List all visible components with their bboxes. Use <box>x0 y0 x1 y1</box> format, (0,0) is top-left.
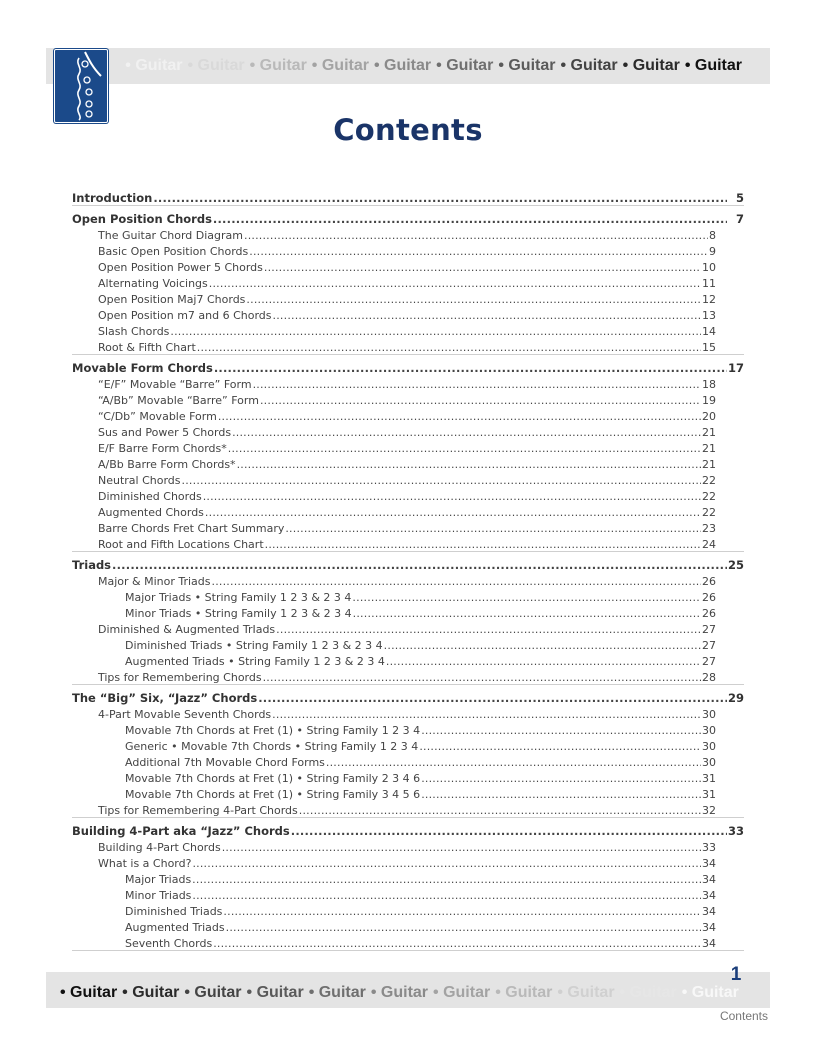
toc-subentry[interactable] <box>72 455 744 471</box>
toc-entry-title: Root & Fifth Chart <box>98 341 196 354</box>
toc-subentry[interactable] <box>72 934 744 950</box>
toc-entry-title: Alternating Voicings <box>98 277 208 290</box>
toc-entry-page: 19 <box>702 394 716 407</box>
guitar-word: • Guitar <box>184 984 242 1001</box>
toc-subentry[interactable] <box>72 306 744 322</box>
toc-entry-title: Root and Fifth Locations Chart <box>98 538 264 551</box>
dot-leader <box>253 378 701 391</box>
dot-leader <box>213 937 701 950</box>
toc-subentry[interactable] <box>72 902 744 918</box>
toc-chapter-entry[interactable] <box>72 358 744 375</box>
dot-leader <box>285 522 701 535</box>
toc-entry-page: 14 <box>702 325 716 338</box>
toc-entry-title: Open Position m7 and 6 Chords <box>98 309 272 322</box>
toc-entry-title: “E/F” Movable “Barre” Form <box>98 378 252 391</box>
guitar-word: • Guitar <box>560 57 618 74</box>
toc-entry-title: Diminished Triads <box>125 905 223 918</box>
guitar-word: • Guitar <box>495 984 553 1001</box>
guitar-word: • Guitar <box>187 57 245 74</box>
toc-entry-page: 27 <box>702 655 716 668</box>
toc-subentry[interactable] <box>72 886 744 902</box>
toc-entry-title: Open Position Chords <box>72 212 212 226</box>
toc-entry-title: Major & Minor Triads <box>98 575 211 588</box>
toc-entry-page: 21 <box>702 442 716 455</box>
dot-leader <box>232 426 701 439</box>
guitar-word: • Guitar <box>622 57 680 74</box>
toc-entry-title: Minor Triads • String Family 1 2 3 & 2 3 4 <box>125 607 352 620</box>
dot-leader <box>213 213 727 226</box>
toc-entry-page: 17 <box>728 361 745 375</box>
toc-entry-title: Open Position Maj7 Chords <box>98 293 246 306</box>
toc-entry-title: Diminished Chords <box>98 490 202 503</box>
toc-entry-title: What is a Chord? <box>98 857 192 870</box>
dot-leader <box>192 857 701 870</box>
toc-entry-page: 33 <box>702 841 716 854</box>
toc-subentry[interactable] <box>72 258 744 274</box>
dot-leader <box>223 905 701 918</box>
toc-entry-title: Diminished & Augmented TrIads <box>98 623 276 636</box>
toc-entry-title: Augmented Triads • String Family 1 2 3 & 2 3 4 <box>125 655 385 668</box>
toc-subentry[interactable] <box>72 652 744 668</box>
toc-entry-title: Open Position Power 5 Chords <box>98 261 263 274</box>
guitar-word: • Guitar <box>681 984 739 1001</box>
toc-chapter-entry[interactable] <box>72 688 744 705</box>
toc-section <box>72 555 744 685</box>
toc-subentry[interactable] <box>72 322 744 338</box>
dot-leader <box>182 474 701 487</box>
dot-leader <box>203 490 701 503</box>
dot-leader <box>352 591 701 604</box>
toc-chapter-entry[interactable] <box>72 209 744 226</box>
toc-entry-page: 34 <box>702 889 716 902</box>
dot-leader <box>218 410 701 423</box>
toc-entry-page: 32 <box>702 804 716 817</box>
toc-subentry[interactable] <box>72 737 744 753</box>
toc-section <box>72 188 744 206</box>
toc-entry-page: 34 <box>702 905 716 918</box>
toc-entry-page: 34 <box>702 873 716 886</box>
dot-leader <box>205 506 701 519</box>
toc-entry-page: 5 <box>735 191 744 205</box>
guitar-word: • Guitar <box>373 57 432 74</box>
dot-leader <box>419 740 701 753</box>
toc-subentry[interactable] <box>72 705 744 721</box>
dot-leader <box>153 192 727 205</box>
dot-leader <box>226 921 701 934</box>
page-number: 1 <box>730 964 742 985</box>
dot-leader <box>112 559 727 572</box>
toc-chapter-entry[interactable] <box>72 821 744 838</box>
toc-entry-page: 26 <box>702 575 716 588</box>
guitar-word: • Guitar <box>557 984 615 1001</box>
dot-leader <box>214 362 727 375</box>
toc-entry-page: 21 <box>702 458 716 471</box>
toc-entry-title: Tips for Remembering Chords <box>98 671 262 684</box>
dot-leader <box>272 708 701 721</box>
toc-entry-page: 22 <box>702 506 716 519</box>
toc-subentry[interactable] <box>72 918 744 934</box>
dot-leader <box>421 724 701 737</box>
toc-subentry[interactable] <box>72 854 744 870</box>
dot-leader <box>192 889 701 902</box>
toc-subentry[interactable] <box>72 391 744 407</box>
dot-leader <box>291 825 727 838</box>
toc-entry-page: 30 <box>702 740 716 753</box>
dot-leader <box>421 772 701 785</box>
toc-section <box>72 688 744 818</box>
toc-entry-page: 23 <box>702 522 716 535</box>
toc-entry-page: 31 <box>702 788 716 801</box>
toc-subentry[interactable] <box>72 226 744 242</box>
dot-leader <box>249 245 708 258</box>
dot-leader <box>386 655 701 668</box>
toc-subentry[interactable] <box>72 769 744 785</box>
toc-subentry[interactable] <box>72 471 744 487</box>
toc-entry-title: 4-Part Movable Seventh Chords <box>98 708 272 721</box>
toc-entry-title: Slash Chords <box>98 325 170 338</box>
toc-subentry[interactable] <box>72 604 744 620</box>
toc-entry-title: Generic • Movable 7th Chords • String Family 1 2 3 4 <box>125 740 419 753</box>
footer-section-label: Contents <box>719 1009 768 1023</box>
dot-leader <box>228 442 701 455</box>
guitar-word: • Guitar <box>308 984 366 1001</box>
dot-leader <box>209 277 701 290</box>
toc-entry-title: “C/Db” Movable Form <box>98 410 217 423</box>
toc-entry-page: 20 <box>702 410 716 423</box>
toc-subentry[interactable] <box>72 753 744 769</box>
toc-entry-title: Diminished Triads • String Family 1 2 3 & 2 3 4 <box>125 639 383 652</box>
guitar-word: • Guitar <box>249 57 307 74</box>
toc-subentry[interactable] <box>72 407 744 423</box>
toc-entry-page: 27 <box>702 639 716 652</box>
toc-entry-page: 22 <box>702 490 716 503</box>
dot-leader <box>212 575 701 588</box>
toc-subentry[interactable] <box>72 503 744 519</box>
toc-subentry[interactable] <box>72 487 744 503</box>
toc-entry-page: 34 <box>702 937 716 950</box>
toc-entry-title: Building 4-Part aka “Jazz” Chords <box>72 824 290 838</box>
toc-entry-page: 26 <box>702 607 716 620</box>
footer-guitar-banner <box>60 972 739 1014</box>
toc-entry-page: 31 <box>702 772 716 785</box>
toc-entry-page: 9 <box>709 245 716 258</box>
toc-entry-page: 24 <box>702 538 716 551</box>
toc-entry-page: 26 <box>702 591 716 604</box>
toc-entry-title: Introduction <box>72 191 153 205</box>
toc-subentry[interactable] <box>72 636 744 652</box>
dot-leader <box>192 873 701 886</box>
toc-entry-page: 22 <box>702 474 716 487</box>
dot-leader <box>260 394 701 407</box>
toc-subentry[interactable] <box>72 423 744 439</box>
toc-entry-page: 18 <box>702 378 716 391</box>
toc-entry-title: Barre Chords Fret Chart Summary <box>98 522 285 535</box>
toc-chapter-entry[interactable] <box>72 555 744 572</box>
toc-subentry[interactable] <box>72 721 744 737</box>
toc-entry-title: Sus and Power 5 Chords <box>98 426 232 439</box>
dot-leader <box>276 623 701 636</box>
dot-leader <box>258 692 727 705</box>
toc-entry-page: 13 <box>702 309 716 322</box>
dot-leader <box>273 309 701 322</box>
toc-subentry[interactable] <box>72 870 744 886</box>
dot-leader <box>222 841 701 854</box>
toc-entry-title: Augmented Chords <box>98 506 204 519</box>
toc-entry-page: 8 <box>709 229 716 242</box>
guitar-word: • Guitar <box>122 984 180 1001</box>
toc-subentry[interactable] <box>72 519 744 535</box>
dot-leader <box>244 229 708 242</box>
toc-entry-page: 25 <box>728 558 745 572</box>
toc-section <box>72 358 744 552</box>
toc-entry-page: 21 <box>702 426 716 439</box>
toc-subentry[interactable] <box>72 785 744 801</box>
dot-leader <box>246 293 701 306</box>
toc-entry-title: Basic Open Position Chords <box>98 245 249 258</box>
toc-entry-title: “A/Bb” Movable “Barre” Form <box>98 394 259 407</box>
toc-entry-page: 30 <box>702 756 716 769</box>
toc-subentry[interactable] <box>72 668 744 684</box>
toc-subentry[interactable] <box>72 535 744 551</box>
dot-leader <box>264 261 701 274</box>
dot-leader <box>237 458 701 471</box>
toc-entry-title: The Guitar Chord Diagram <box>98 229 243 242</box>
dot-leader <box>326 756 701 769</box>
toc-subentry[interactable] <box>72 375 744 391</box>
guitar-word: • Guitar <box>125 57 183 74</box>
toc-entry-title: Movable 7th Chords at Fret (1) • String Family 3 4 5 6 <box>125 788 421 801</box>
toc-entry-page: 29 <box>728 691 745 705</box>
toc-chapter-entry[interactable] <box>72 188 744 205</box>
toc-entry-page: 27 <box>702 623 716 636</box>
dot-leader <box>353 607 701 620</box>
guitar-word: • Guitar <box>60 984 118 1001</box>
toc-entry-page: 28 <box>702 671 716 684</box>
toc-entry-title: Tips for Remembering 4-Part Chords <box>98 804 298 817</box>
toc-entry-title: Building 4-Part Chords <box>98 841 221 854</box>
toc-subentry[interactable] <box>72 620 744 636</box>
toc-subentry[interactable] <box>72 439 744 455</box>
toc-entry-page: 34 <box>702 921 716 934</box>
toc-entry-page: 34 <box>702 857 716 870</box>
toc-section <box>72 209 744 355</box>
toc-entry-page: 30 <box>702 724 716 737</box>
toc-entry-page: 7 <box>735 212 744 226</box>
toc-entry-title: Major Triads <box>125 873 192 886</box>
guitar-word: • Guitar <box>498 57 556 74</box>
toc-entry-page: 10 <box>702 261 716 274</box>
toc-entry-title: Additional 7th Movable Chord Forms <box>125 756 325 769</box>
guitar-word: • Guitar <box>684 57 742 74</box>
toc-entry-page: 12 <box>702 293 716 306</box>
toc-section <box>72 821 744 951</box>
dot-leader <box>299 804 701 817</box>
toc-entry-title: A/Bb Barre Form Chords* <box>98 458 236 471</box>
toc-entry-title: Movable 7th Chords at Fret (1) • String Family 1 2 3 4 <box>125 724 421 737</box>
toc-subentry[interactable] <box>72 838 744 854</box>
toc-entry-page: 11 <box>702 277 716 290</box>
toc-entry-title: Neutral Chords <box>98 474 181 487</box>
toc-subentry[interactable] <box>72 338 744 354</box>
dot-leader <box>170 325 701 338</box>
toc-entry-title: Major Triads • String Family 1 2 3 & 2 3 4 <box>125 591 352 604</box>
toc-subentry[interactable] <box>72 242 744 258</box>
guitar-word: • Guitar <box>311 57 369 74</box>
table-of-contents <box>72 188 744 954</box>
dot-leader <box>265 538 701 551</box>
toc-entry-title: Minor Triads <box>125 889 192 902</box>
toc-entry-page: 30 <box>702 708 716 721</box>
toc-entry-title: Movable 7th Chords at Fret (1) • String Family 2 3 4 6 <box>125 772 421 785</box>
toc-entry-title: Seventh Chords <box>125 937 213 950</box>
header-guitar-banner <box>125 48 742 84</box>
toc-subentry[interactable] <box>72 274 744 290</box>
toc-entry-title: E/F Barre Form Chords* <box>98 442 227 455</box>
guitar-neck-logo-icon <box>54 49 108 123</box>
toc-subentry[interactable] <box>72 801 744 817</box>
guitar-word: • Guitar <box>433 984 491 1001</box>
dot-leader <box>263 671 701 684</box>
page-title: Contents <box>333 113 483 147</box>
dot-leader <box>384 639 701 652</box>
toc-entry-title: Triads <box>72 558 112 572</box>
toc-subentry[interactable] <box>72 572 744 588</box>
guitar-word: • Guitar <box>370 984 429 1001</box>
dot-leader <box>421 788 701 801</box>
dot-leader <box>197 341 701 354</box>
toc-entry-page: 33 <box>728 824 745 838</box>
toc-entry-title: Augmented Triads <box>125 921 225 934</box>
toc-subentry[interactable] <box>72 290 744 306</box>
guitar-word: • Guitar <box>619 984 677 1001</box>
guitar-word: • Guitar <box>436 57 494 74</box>
toc-subentry[interactable] <box>72 588 744 604</box>
toc-entry-title: Movable Form Chords <box>72 361 213 375</box>
toc-entry-page: 15 <box>702 341 716 354</box>
guitar-word: • Guitar <box>246 984 304 1001</box>
toc-entry-title: The “Big” Six, “Jazz” Chords <box>72 691 258 705</box>
